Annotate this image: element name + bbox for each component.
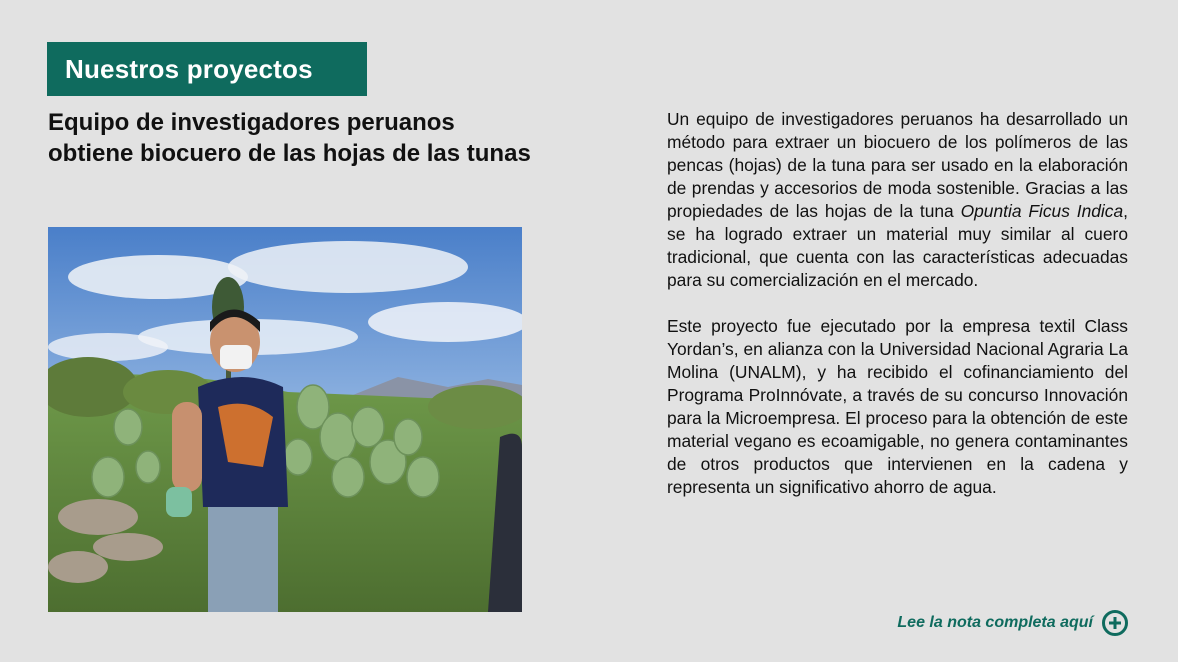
article-photo bbox=[48, 227, 522, 612]
plus-circle-icon bbox=[1101, 609, 1129, 637]
article-paragraph-2: Este proyecto fue ejecutado por la empresa textil Class Yordan’s, en alianza con la Universidad Nacional Agraria La Molina (UNALM), y ha recibido el cofinanciamiento del Programa ProInnóvate, a través de su concurso Innovación para la Microempresa. El proceso para la obtención de este material vegano es ecoamigable, no genera contaminantes de otros productos que intervienen en la cadena y representa un significativo ahorro de agua. bbox=[667, 316, 1128, 497]
article-paragraph-1: Un equipo de investigadores peruanos ha desarrollado un método para extraer un biocuero de los polímeros de las pencas (hojas) de la tuna para ser usado en la elaboración de prendas y accesorios de moda sostenible. Gracias a las propiedades de las hojas de la tuna Opuntia Ficus Indica, se ha logrado extraer un material muy similar al cuero tradicional, que cuenta con las características adecuadas para su comercialización en el mercado. bbox=[667, 109, 1128, 290]
scientific-name: Opuntia Ficus Indica bbox=[960, 201, 1124, 221]
article-body bbox=[667, 108, 1128, 522]
read-more-link[interactable] bbox=[897, 609, 1129, 637]
section-badge bbox=[47, 42, 367, 96]
read-more-label: Lee la nota completa aquí bbox=[897, 614, 1093, 631]
article-headline: Equipo de investigadores peruanos obtiene biocuero de las hojas de las tunas bbox=[48, 109, 531, 167]
section-label: Nuestros proyectos bbox=[65, 54, 313, 84]
